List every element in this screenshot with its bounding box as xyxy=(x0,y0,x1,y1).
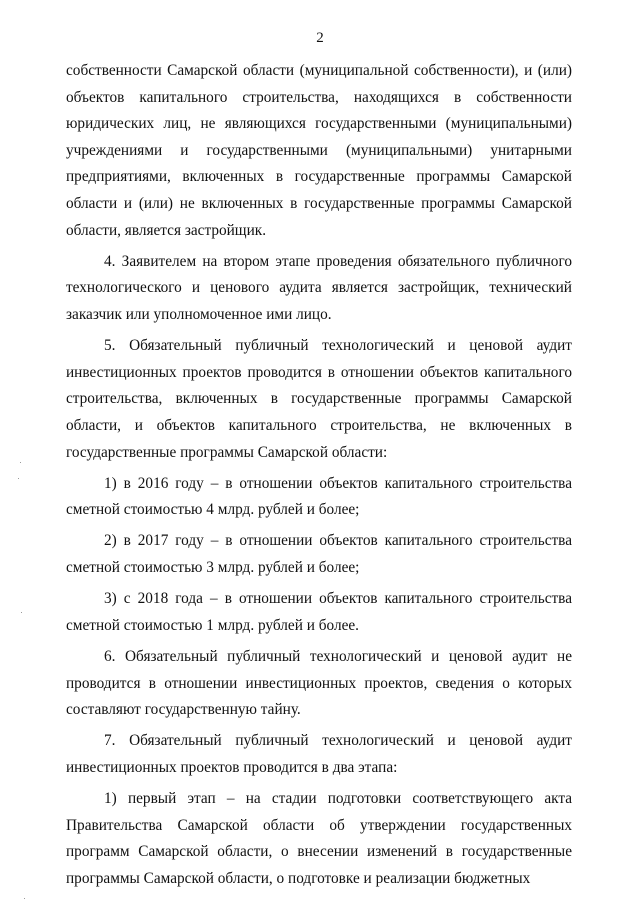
scan-speck xyxy=(24,898,25,899)
paragraph-item-4: 4. Заявителем на втором этапе проведения обязательного публичного технологического и ценового аудита является застройщик, технический заказчик или уполномоченное ими лицо. xyxy=(66,252,572,323)
scan-speck xyxy=(21,612,22,613)
page-number: 2 xyxy=(316,30,324,46)
paragraph-item-6: 6. Обязательный публичный технологический и ценовой аудит не проводится в отношении инвестиционных проектов, сведения о которых составляют государственную тайну. xyxy=(66,648,572,719)
subitem-5-3: 3) с 2018 года – в отношении объектов капитального строительства сметной стоимостью 1 млрд. рублей и более. xyxy=(66,590,572,634)
scan-speck xyxy=(18,478,19,479)
document-body xyxy=(66,58,572,893)
subitem-5-2: 2) в 2017 году – в отношении объектов капитального строительства сметной стоимостью 3 млрд. рублей и более; xyxy=(66,532,572,577)
paragraph-continuation: собственности Самарской области (муниципальной собственности), и (или) объектов капитального строительства, находящихся в собственности юридических лиц, не являющихся государственными (муниципальными) учреждениями и государственными (муниципальными) унитарными предприятиями, включенных в государственные программы Самарской области и (или) не включенных в государственные программы Самарской области, является застройщик. xyxy=(66,62,572,239)
scan-speck xyxy=(20,462,21,463)
subitem-5-1: 1) в 2016 году – в отношении объектов капитального строительства сметной стоимостью 4 млрд. рублей и более; xyxy=(66,474,572,519)
paragraph-item-5: 5. Обязательный публичный технологический и ценовой аудит инвестиционных проектов проводится в отношении объектов капитального строительства, включенных в государственные программы Самарской области, и объектов капитального строительства, не включенных в государственные программы Самарской области: xyxy=(66,337,572,461)
subitem-7-1: 1) первый этап – на стадии подготовки соответствующего акта Правительства Самарской области об утверждении государственных программ Самарской области, о внесении изменений в государственные программы Самарской области, о подготовке и реализации бюджетных xyxy=(66,790,572,887)
paragraph-item-7: 7. Обязательный публичный технологический и ценовой аудит инвестиционных проектов проводится в два этапа: xyxy=(66,732,572,776)
